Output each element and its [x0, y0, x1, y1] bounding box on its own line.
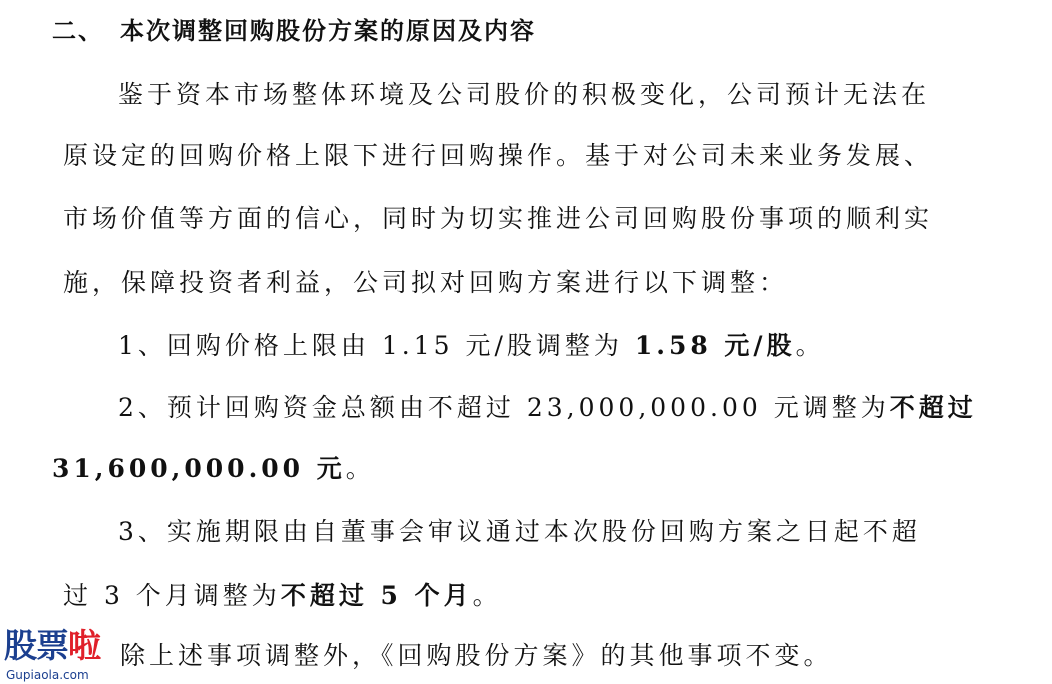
- item-2-amount: 31,600,000.00 元: [52, 454, 346, 483]
- item-2-end: 。: [345, 454, 375, 483]
- item-3-emphasis: 不超过 5 个月: [280, 581, 473, 610]
- item-3-end: 。: [472, 581, 502, 610]
- item-2-line-2: [0, 454, 984, 484]
- watermark-brand: [4, 626, 100, 666]
- item-1-end: 。: [795, 331, 825, 360]
- intro-line-1: 鉴于资本市场整体环境及公司股价的积极变化，公司预计无法在: [118, 80, 931, 109]
- item-2-emphasis: 不超过: [889, 393, 977, 422]
- item-2-line-1: [0, 393, 1050, 423]
- watermark-brand-main: 股票: [4, 626, 68, 665]
- watermark-url: Gupiaola.com: [6, 668, 89, 682]
- closing-line: 除上述事项调整外，《回购股份方案》的其他事项不变。: [120, 641, 833, 670]
- item-3-line-2: [0, 581, 995, 611]
- section-number: 二、: [52, 17, 104, 45]
- item-1-text: 1、回购价格上限由 1.15 元/股调整为: [118, 331, 635, 360]
- item-1: [0, 331, 1050, 361]
- intro-line-2: 原设定的回购价格上限下进行回购操作。基于对公司未来业务发展、: [63, 141, 934, 170]
- watermark-brand-accent: 啦: [68, 626, 100, 665]
- item-3-text: 过 3 个月调整为: [63, 581, 281, 610]
- gupiaola-watermark-logo: [4, 626, 124, 684]
- intro-line-4: 施，保障投资者利益，公司拟对回购方案进行以下调整：: [63, 268, 789, 297]
- item-1-emphasis: 1.58 元/股: [634, 331, 796, 360]
- item-3-line-1: 3、实施期限由自董事会审议通过本次股份回购方案之日起不超: [118, 517, 921, 546]
- intro-line-3: 市场价值等方面的信心，同时为切实推进公司回购股份事项的顺利实: [63, 204, 934, 233]
- section-title: 本次调整回购股份方案的原因及内容: [120, 17, 536, 45]
- item-2-text: 2、预计回购资金总额由不超过 23,000,000.00 元调整为: [118, 393, 890, 422]
